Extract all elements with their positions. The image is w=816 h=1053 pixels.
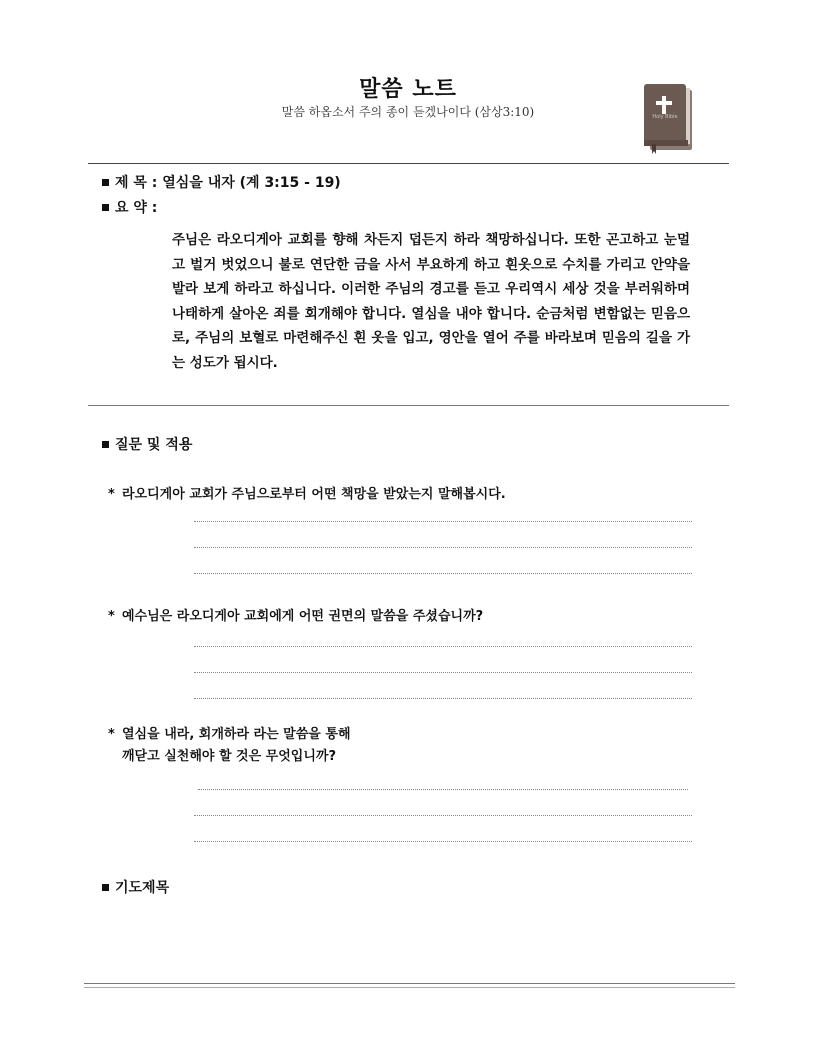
square-bullet-icon bbox=[102, 204, 109, 211]
bible-cover-text: Holy Bible bbox=[652, 114, 678, 120]
summary-label: 요 약 : bbox=[115, 200, 158, 216]
question-2 bbox=[108, 606, 708, 628]
answer-line[interactable] bbox=[194, 815, 692, 816]
square-bullet-icon bbox=[102, 441, 109, 448]
answer-line[interactable] bbox=[194, 573, 692, 574]
subject-field bbox=[102, 172, 341, 192]
square-bullet-icon bbox=[102, 884, 109, 891]
subject-value: 열심을 내자 (계 3:15 - 19) bbox=[162, 175, 341, 191]
answer-line[interactable] bbox=[194, 841, 692, 842]
answer-line[interactable] bbox=[198, 789, 688, 790]
answer-line[interactable] bbox=[194, 646, 692, 647]
question-2-text: 예수님은 라오디게아 교회에게 어떤 권면의 말씀을 주셨습니까? bbox=[122, 609, 484, 624]
qa-section-title bbox=[102, 434, 192, 454]
summary-text: 주님은 라오디게아 교회를 향해 차든지 덥든지 하라 책망하십니다. 또한 곤고하고 눈멀고 벌거 벗었으니 불로 연단한 금을 사서 부요하게 하고 흰옷으로 수치를 가리고 안약을 발라 보게 하라고 하십니다. 이러한 주님의 경고를 듣고 우리역시 세상 것을 부러워하며 나태하게 살아온 죄를 회개해야 합니다. 열심을 내야 합니다. 순금처럼 변함없는 믿음으로, 주님의 보혈로 마련해주신 흰 옷을 입고, 영안을 열어 주를 바라보며 믿음의 길을 가는 성도가 됩시다. bbox=[172, 232, 690, 371]
answer-line[interactable] bbox=[194, 547, 692, 548]
question-3-text-line1: 열심을 내라, 회개하라 라는 말씀을 통해 bbox=[122, 727, 351, 742]
prayer-section-title bbox=[102, 877, 169, 897]
page-subtitle: 말씀 하옵소서 주의 종이 듣겠나이다 (삼상3:10) bbox=[281, 105, 535, 119]
answer-line[interactable] bbox=[194, 672, 692, 673]
qa-section-label: 질문 및 적용 bbox=[115, 437, 193, 453]
page-title: 말씀 노트 bbox=[359, 77, 457, 102]
summary-field bbox=[102, 197, 157, 217]
question-3 bbox=[108, 724, 708, 768]
section-divider bbox=[88, 405, 729, 406]
header-divider bbox=[88, 163, 729, 164]
subject-label: 제 목 : bbox=[115, 175, 163, 191]
answer-line[interactable] bbox=[194, 521, 692, 522]
star-bullet: * bbox=[108, 487, 115, 502]
question-3-text-line2: 깨닫고 실천해야 할 것은 무엇입니까? bbox=[122, 749, 337, 764]
bible-cross-icon bbox=[640, 82, 696, 154]
question-1 bbox=[108, 484, 708, 506]
star-bullet: * bbox=[108, 609, 115, 624]
star-bullet: * bbox=[108, 727, 115, 742]
answer-line[interactable] bbox=[194, 698, 692, 699]
question-1-text: 라오디게아 교회가 주님으로부터 어떤 책망을 받았는지 말해봅시다. bbox=[122, 487, 506, 502]
prayer-section-label: 기도제목 bbox=[115, 880, 170, 896]
footer-divider bbox=[84, 983, 735, 988]
square-bullet-icon bbox=[102, 179, 109, 186]
